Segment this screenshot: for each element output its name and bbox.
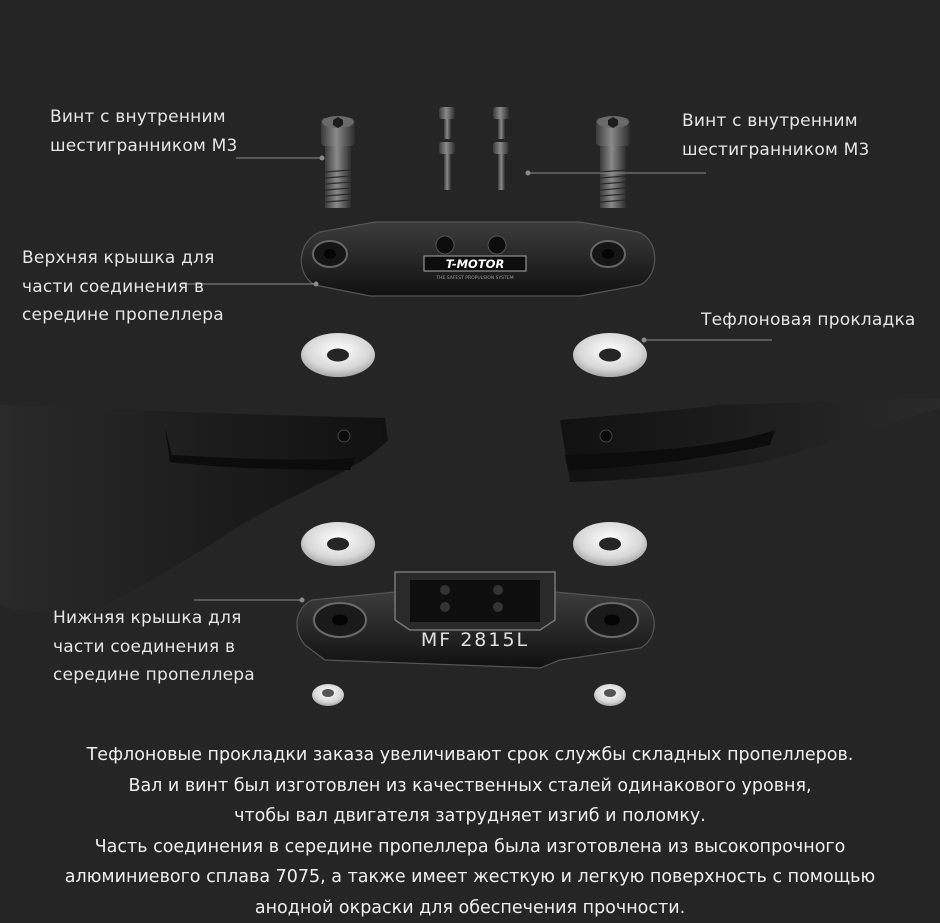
- small-screws-icon: [439, 107, 509, 190]
- description-line: Вал и винт был изготовлен из качественных сталей одинакового уровня,: [0, 771, 940, 802]
- hex-screw-left-icon: [321, 116, 355, 208]
- small-spacer-icon: [312, 684, 626, 706]
- propeller-blade-left: [0, 405, 388, 612]
- hex-screw-right-icon: [596, 116, 630, 208]
- brand-tagline: THE SAFEST PROPULSION SYSTEM: [435, 275, 513, 281]
- label-top-cover: Верхняя крышка для части соединения в середине пропеллера: [22, 244, 224, 330]
- label-teflon-washer: Тефлоновая прокладка: [701, 306, 916, 335]
- description-line: алюминиевого сплава 7075, а также имеет жесткую и легкую поверхность с помощью: [0, 862, 940, 893]
- model-engraving: MF 2815L: [421, 629, 529, 651]
- label-screw-right: Винт с внутренним шестигранником М3: [682, 107, 870, 164]
- description-line: Часть соединения в середине пропеллера была изготовлена из высокопрочного: [0, 832, 940, 863]
- brand-logo-text: T-MOTOR: [446, 257, 505, 271]
- propeller-blade-right: [560, 398, 940, 482]
- label-screw-left: Винт с внутренним шестигранником М3: [50, 103, 238, 160]
- description-line: анодной окраски для обеспечения прочности.: [0, 893, 940, 923]
- description-line: чтобы вал двигателя затрудняет изгиб и поломку.: [0, 801, 940, 832]
- label-bottom-cover: Нижняя крышка для части соединения в середине пропеллера: [53, 604, 255, 690]
- bottom-cover-plate: [297, 572, 654, 668]
- description-block: [0, 740, 940, 923]
- description-line: Тефлоновые прокладки заказа увеличивают срок службы складных пропеллеров.: [0, 740, 940, 771]
